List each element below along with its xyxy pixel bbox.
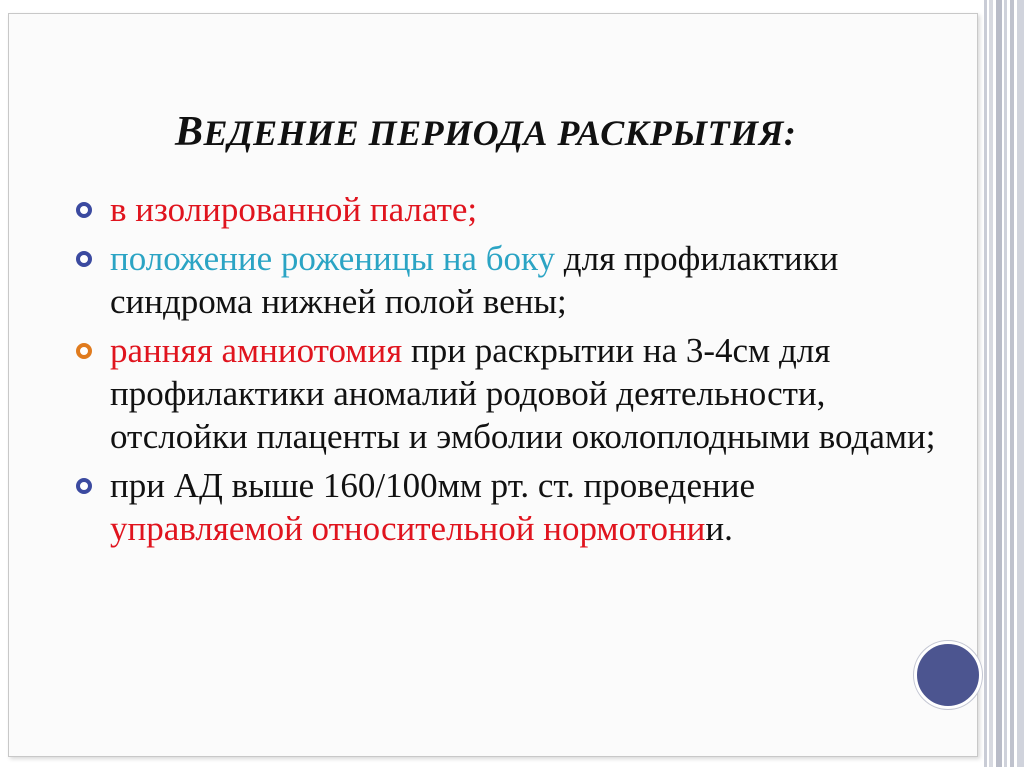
bullet-text: при раскрытии на 3-4см для профилактики аномалий родовой деятельности, отслойки плаценты и эмболии околоплодными водами; (110, 331, 936, 456)
bullet-item (76, 464, 956, 550)
bullet-text: для профилактики синдрома нижней полой вены; (110, 239, 839, 321)
stripe (1010, 0, 1014, 767)
stripe (989, 0, 993, 767)
bullet-text-highlight: управляемой относительной нормотони (110, 509, 706, 548)
side-stripes-decoration (984, 0, 1024, 767)
slide-title (175, 108, 796, 156)
bullet-text: в изолированной палате; (110, 190, 478, 229)
decorative-circle-icon (914, 641, 982, 709)
bullet-text-highlight: ранняя амниотомия (110, 331, 403, 370)
stripe (984, 0, 987, 767)
bullet-text: при АД выше 160/100мм рт. ст. проведение (110, 466, 756, 505)
stripe (1017, 0, 1024, 767)
circle-bullet-icon (76, 202, 92, 218)
slide-title-rest: ЕДЕНИЕ ПЕРИОДА РАСКРЫТИЯ: (203, 113, 797, 153)
circle-bullet-icon (76, 251, 92, 267)
bullet-text: и. (705, 509, 733, 548)
bullet-item (76, 188, 956, 231)
bullet-item (76, 329, 956, 458)
stripe (1004, 0, 1007, 767)
bullet-list (76, 188, 956, 556)
circle-bullet-icon (76, 478, 92, 494)
slide-title-lead: В (175, 109, 204, 155)
stripe (996, 0, 1002, 767)
circle-bullet-icon (76, 343, 92, 359)
bullet-text-highlight: положение роженицы на боку (110, 239, 556, 278)
bullet-item (76, 237, 956, 323)
